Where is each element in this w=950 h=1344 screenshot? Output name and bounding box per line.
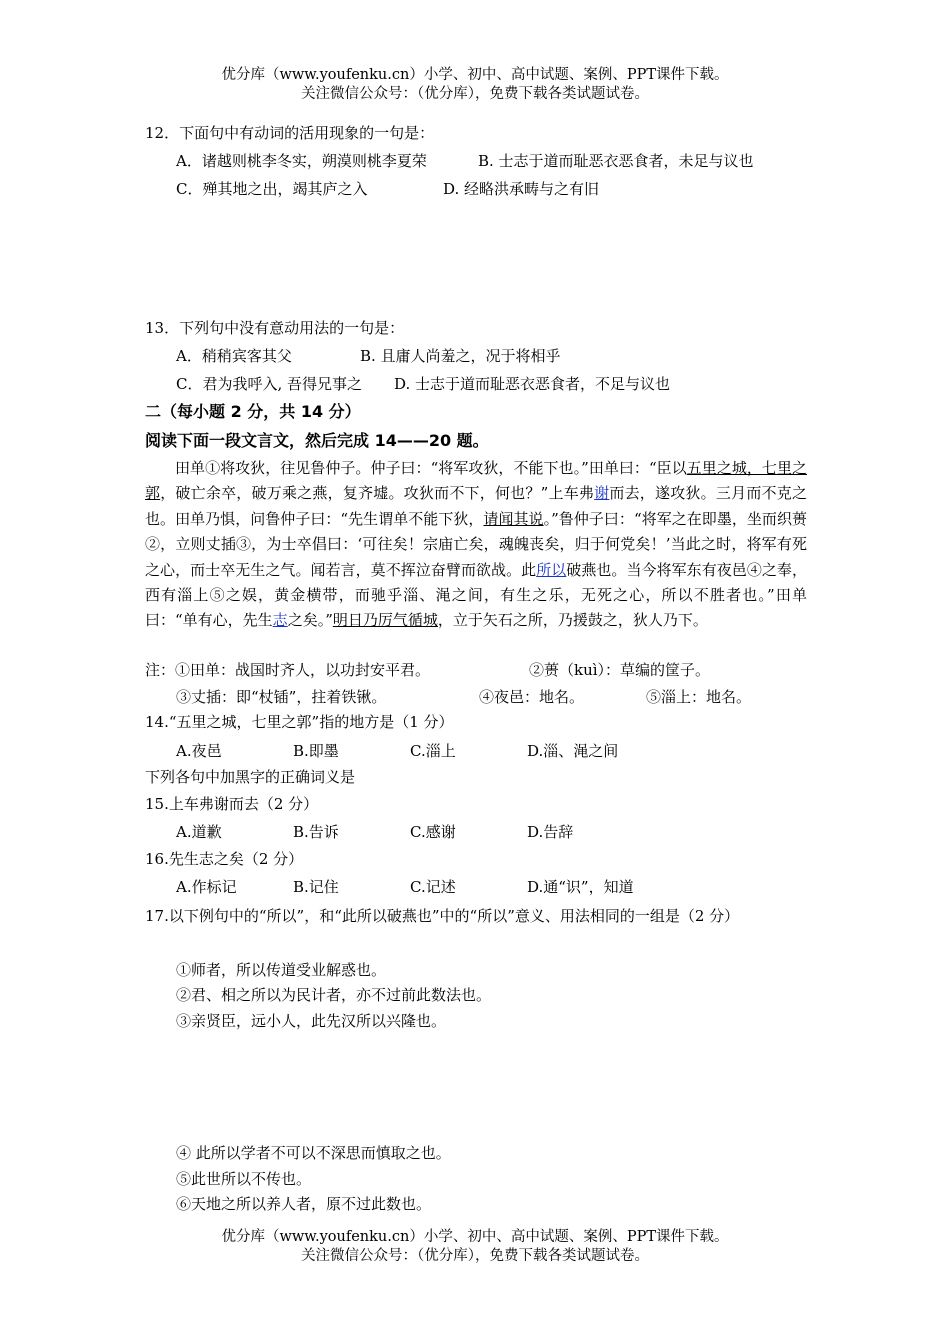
q15-16-intro: 下列各句中加黑字的正确词义是 bbox=[145, 768, 356, 786]
header-line-2: 关注微信公众号：（优分库），免费下载各类试题试卷。 bbox=[301, 86, 649, 102]
q17-item-1: ①师者，所以传道受业解惑也。 bbox=[176, 961, 387, 979]
q16-option-b: B.记住 bbox=[293, 878, 339, 896]
q14-options bbox=[176, 740, 618, 762]
note-3: ③丈插：即“杖锸”，拄着铁锹。 bbox=[176, 688, 387, 706]
passage-text-7: ，立于矢石之所，乃援鼓之，狄人乃下。 bbox=[437, 611, 708, 630]
passage-link-xie[interactable]: 谢 bbox=[594, 484, 610, 503]
note-5: ⑤淄上：地名。 bbox=[646, 688, 752, 706]
passage-underline-mingri: 明日乃厉气循城 bbox=[332, 611, 438, 630]
passage-link-zhi[interactable]: 志 bbox=[272, 611, 288, 630]
q17-stem: 17.以下例句中的“所以”，和“此所以破燕也”中的“所以”意义、用法相同的一组是（2 分） bbox=[145, 907, 740, 925]
note-2: ②蒉（kuì）：草编的筐子。 bbox=[529, 661, 711, 679]
page-header bbox=[0, 66, 950, 104]
passage-text-4: 。”鲁仲子曰：“将军之在即墨，坐而织蒉②，立则丈插③，为士卒倡曰：‘可往矣！宗庙亡矣，魂魄丧矣，归于何党矣！’当此之时，将军有死之心，而士卒无生之气。闻若言，莫不挥泣奋臂而欲战。此 bbox=[145, 509, 807, 579]
q12-option-d: D. 经略洪承畴与之有旧 bbox=[443, 180, 600, 198]
q13-option-d: D. 士志于道而耻恶衣恶食者，不足与议也 bbox=[394, 375, 671, 393]
passage-text-1: 田单①将攻狄，往见鲁仲子。仲子曰：“将军攻狄，不能下也。”田单曰：“臣以 bbox=[175, 459, 687, 477]
q16-options bbox=[176, 876, 634, 898]
classical-passage bbox=[145, 456, 807, 634]
q13-option-a: A．稍稍宾客其父 bbox=[176, 347, 292, 365]
q12-option-a: A．诸越则桃李冬实，朔漠则桃李夏荣 bbox=[176, 152, 427, 170]
page-footer bbox=[0, 1228, 950, 1266]
q16-option-a: A.作标记 bbox=[176, 878, 237, 896]
q17-item-5: ⑤此世所以不传也。 bbox=[176, 1170, 312, 1188]
q14-option-d: D.淄、渑之间 bbox=[527, 742, 619, 760]
q15-stem: 15.上车弗谢而去（2 分） bbox=[145, 795, 319, 813]
passage-text-3: 而去，遂攻狄。三月而不克之也。田单乃惧，问鲁仲子曰：“先生谓单不能下狄， bbox=[145, 484, 807, 528]
passage-link-suoyi[interactable]: 所以 bbox=[536, 560, 567, 579]
passage-underline-qingwen: 请闻其说 bbox=[483, 509, 544, 528]
q14-option-b: B.即墨 bbox=[293, 742, 339, 760]
footer-line-2: 关注微信公众号：（优分库），免费下载各类试题试卷。 bbox=[301, 1248, 649, 1264]
passage-text-5: 破燕也。当今将军东有夜邑④之奉，西有淄上⑤之娱，黄金横带，而驰乎淄、渑之间，有生之乐，无死之心，所以不胜者也。”田单曰：“单有心，先生 bbox=[145, 560, 807, 630]
passage-text-2: ，破亡余卒，破万乘之燕，复齐墟。攻狄而不下，何也？”上车弗 bbox=[160, 484, 595, 503]
note-1: 注：①田单：战国时齐人，以功封安平君。 bbox=[145, 661, 431, 679]
q15-option-c: C.感谢 bbox=[410, 823, 456, 841]
q13-option-b: B. 且庸人尚羞之，况于将相乎 bbox=[360, 347, 561, 365]
q17-item-3: ③亲贤臣，远小人，此先汉所以兴隆也。 bbox=[176, 1012, 447, 1030]
passage-text-6: 之矣。” bbox=[287, 611, 333, 630]
header-line-1: 优分库（www.youfenku.cn）小学、初中、高中试题、案例、PPT课件下载。 bbox=[221, 67, 729, 83]
section-2-instruction: 阅读下面一段文言文，然后完成 14——20 题。 bbox=[145, 431, 489, 450]
q15-option-b: B.告诉 bbox=[293, 823, 339, 841]
q15-options bbox=[176, 821, 573, 843]
q14-option-c: C.淄上 bbox=[410, 742, 456, 760]
q17-item-6: ⑥天地之所以养人者，原不过此数也。 bbox=[176, 1195, 432, 1213]
q16-option-c: C.记述 bbox=[410, 878, 456, 896]
q16-option-d: D.通“识”，知道 bbox=[527, 878, 634, 896]
q14-option-a: A.夜邑 bbox=[176, 742, 222, 760]
q17-item-4: ④ 此所以学者不可以不深思而慎取之也。 bbox=[176, 1144, 451, 1162]
q14-stem: 14.“五里之城，七里之郭”指的地方是（1 分） bbox=[145, 713, 454, 731]
q12-option-c: C．殚其地之出，竭其庐之入 bbox=[176, 180, 368, 198]
q16-stem: 16.先生志之矣（2 分） bbox=[145, 850, 304, 868]
section-2-title: 二（每小题 2 分，共 14 分） bbox=[145, 402, 361, 421]
note-4: ④夜邑：地名。 bbox=[479, 688, 585, 706]
q12-option-b: B. 士志于道而耻恶衣恶食者，未足与议也 bbox=[478, 152, 754, 170]
footer-line-1: 优分库（www.youfenku.cn）小学、初中、高中试题、案例、PPT课件下载。 bbox=[221, 1229, 729, 1245]
q15-option-d: D.告辞 bbox=[527, 823, 574, 841]
q13-stem: 13．下列句中没有意动用法的一句是： bbox=[145, 319, 405, 337]
q13-option-c: C．君为我呼入, 吾得兄事之 bbox=[176, 375, 363, 393]
q17-item-2: ②君、相之所以为民计者，亦不过前此数法也。 bbox=[176, 986, 492, 1004]
q12-stem: 12．下面句中有动词的活用现象的一句是： bbox=[145, 124, 435, 142]
q15-option-a: A.道歉 bbox=[176, 823, 222, 841]
passage-underline-cities: 五里之城，七里之郭 bbox=[145, 459, 807, 503]
